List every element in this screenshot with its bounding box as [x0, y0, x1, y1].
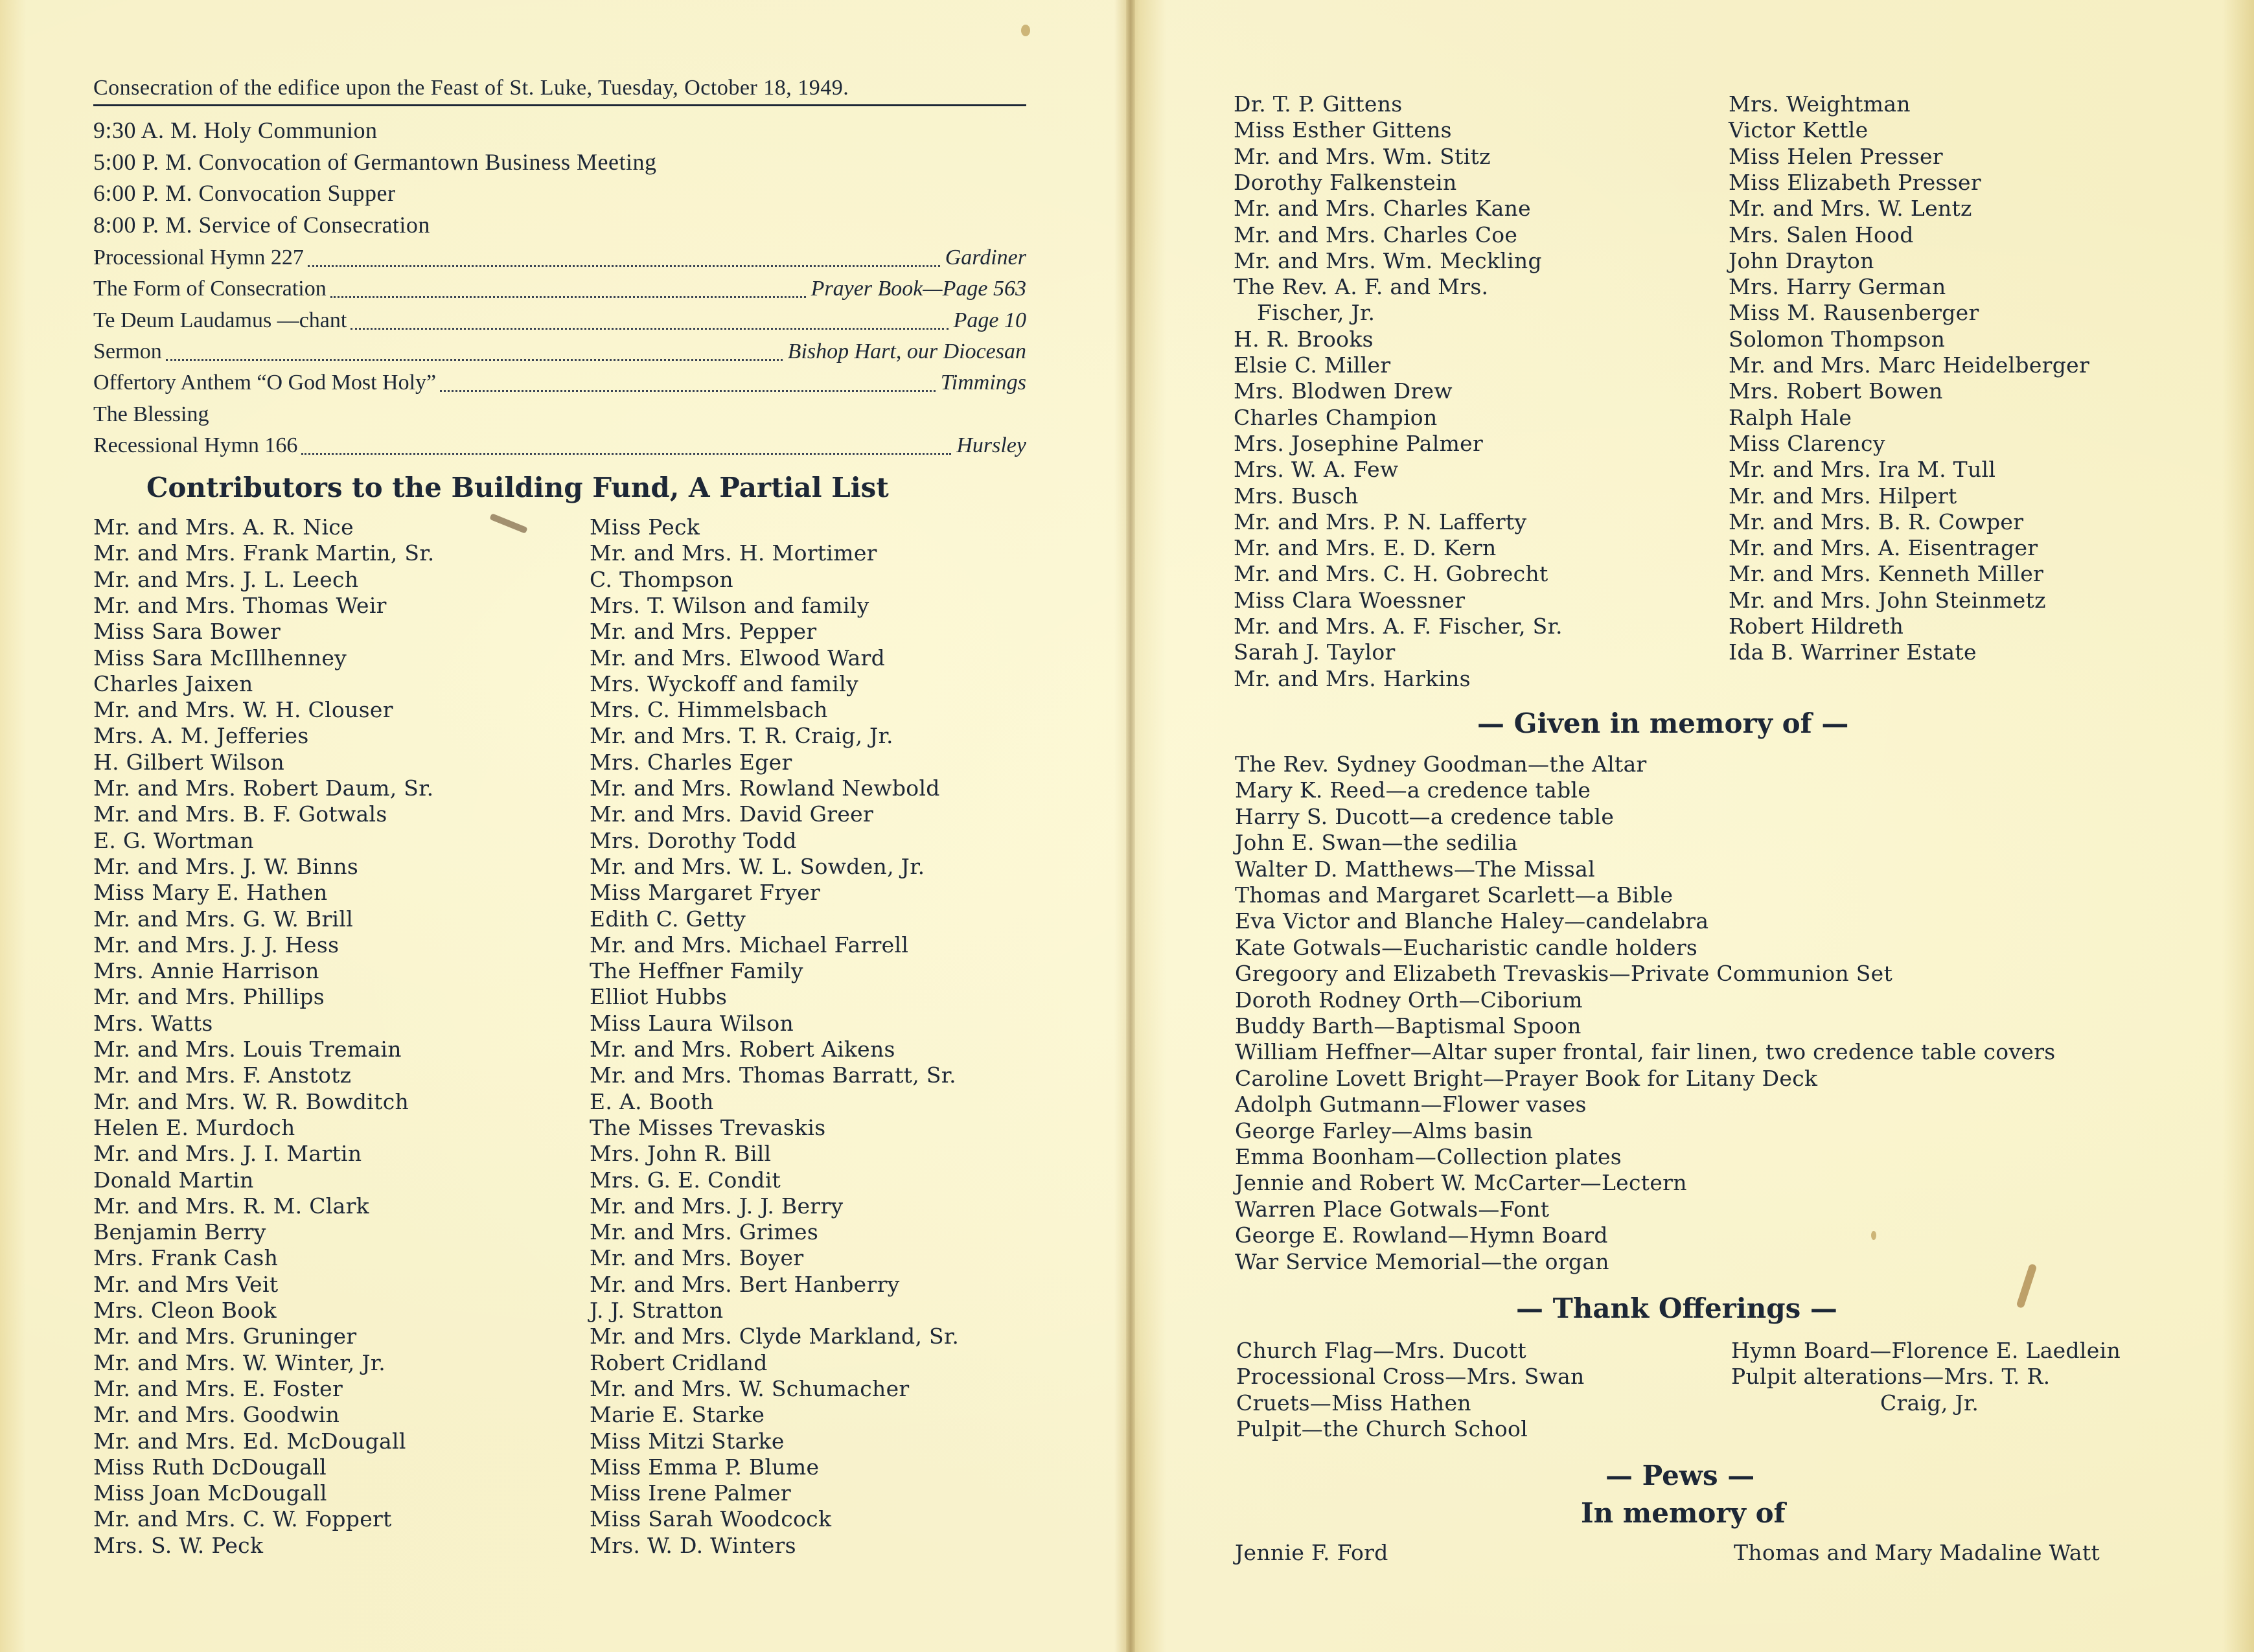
contributor-name: Mr. and Mrs. H. Mortimer [590, 540, 877, 566]
service-item-label: The Form of Consecration [93, 277, 327, 301]
thank-offerings-title: — Thank Offerings — [1516, 1292, 1837, 1324]
contributor-name: Mr. and Mrs. R. M. Clark [93, 1193, 369, 1219]
contributor-name: Sarah J. Taylor [1234, 639, 1396, 665]
contributors-title: Contributors to the Building Fund, A Partial List [146, 472, 889, 503]
memorial-item: The Rev. Sydney Goodman—the Altar [1235, 751, 1647, 777]
contributor-name: Miss Irene Palmer [590, 1480, 791, 1506]
contributor-name: Mr. and Mrs. Robert Daum, Sr. [93, 775, 434, 801]
service-item-label: Offertory Anthem “O God Most Holy” [93, 371, 437, 395]
thank-offering-item: Processional Cross—Mrs. Swan [1236, 1364, 1585, 1390]
contributor-name: Mr. and Mrs. W. R. Bowditch [93, 1088, 409, 1114]
contributor-name: Mr. and Mrs. F. Anstotz [93, 1062, 352, 1088]
memorial-item: Adolph Gutmann—Flower vases [1235, 1092, 1587, 1118]
contributor-name: J. J. Stratton [590, 1298, 724, 1323]
thank-offering-item: Hymn Board—Florence E. Laedlein [1731, 1338, 2121, 1363]
service-item-label: Recessional Hymn 166 [93, 433, 298, 457]
contributor-name: Mr. and Mrs. Louis Tremain [93, 1037, 402, 1062]
contributor-name: Solomon Thompson [1729, 326, 1946, 352]
memorial-item: Doroth Rodney Orth—Ciborium [1235, 987, 1583, 1013]
memorial-item: Gregoory and Elizabeth Trevaskis—Private Communion Set [1235, 961, 1893, 987]
memorial-item: Buddy Barth—Baptismal Spoon [1235, 1013, 1581, 1038]
contributor-name: Mrs. Josephine Palmer [1234, 430, 1484, 456]
contributor-name: Mr. and Mrs. W. Schumacher [590, 1375, 910, 1401]
contributor-name: Mrs. C. Himmelsbach [590, 697, 828, 723]
contributor-name: Mr. and Mrs. Harkins [1234, 665, 1471, 691]
contributor-name: Mr. and Mrs. Thomas Barratt, Sr. [590, 1062, 956, 1088]
paper-stain [2016, 1263, 2037, 1309]
contributor-name: Mr. and Mrs. Pepper [590, 619, 817, 645]
contributor-name: Edith C. Getty [590, 906, 746, 932]
contributor-name: Mr. and Mrs. G. W. Brill [93, 906, 354, 932]
contributor-name: Mr. and Mrs. Charles Kane [1234, 196, 1532, 222]
contributor-name: Mr. and Mrs. Bert Hanberry [590, 1271, 900, 1297]
service-item [93, 276, 1026, 302]
service-item [93, 402, 1026, 428]
contributor-name: Mr. and Mrs. E. D. Kern [1234, 535, 1497, 561]
contributor-name: Mr. and Mrs. Gruninger [93, 1324, 357, 1349]
contributor-name: Mrs. John R. Bill [590, 1141, 772, 1167]
contributor-name: Mr. and Mrs. J. J. Hess [93, 932, 339, 958]
contributor-name: The Rev. A. F. and Mrs. [1234, 274, 1489, 300]
contributor-name: Mr. and Mrs. J. L. Leech [93, 566, 359, 592]
contributor-name: Mrs. S. W. Peck [93, 1532, 264, 1558]
contributor-name: Mrs. Dorothy Todd [590, 827, 797, 853]
contributor-name: Miss Emma P. Blume [590, 1454, 820, 1480]
contributor-name: Miss Joan McDougall [93, 1480, 327, 1506]
contributor-name: Mr. and Mrs. Marc Heidelberger [1729, 352, 2090, 378]
memorial-item: Walter D. Matthews—The Missal [1235, 856, 1595, 882]
contributor-name: Mrs. Weightman [1729, 91, 1911, 117]
contributor-name: E. A. Booth [590, 1088, 714, 1114]
contributor-name: Victor Kettle [1729, 117, 1869, 143]
contributor-name: Mrs. T. Wilson and family [590, 592, 869, 618]
contributor-name: Mr. and Mrs. Boyer [590, 1245, 804, 1271]
contributor-name: Ida B. Warriner Estate [1729, 639, 1977, 665]
contributor-name: Mr. and Mrs. Grimes [590, 1219, 819, 1245]
contributor-name: Mr. and Mrs. E. Foster [93, 1375, 343, 1401]
contributor-name: Miss Ruth DcDougall [93, 1454, 327, 1480]
contributor-name: Mrs. Robert Bowen [1729, 378, 1943, 404]
contributor-name: Mr. and Mrs. Hilpert [1729, 483, 1957, 509]
service-item-detail: Bishop Hart, our Diocesan [787, 339, 1026, 363]
contributor-name: Mr. and Mrs. B. F. Gotwals [93, 801, 387, 827]
contributor-name: Mrs. Annie Harrison [93, 958, 319, 984]
contributor-name: Mrs. W. A. Few [1234, 457, 1399, 483]
service-item [93, 339, 1026, 365]
contributor-name: Mr. and Mrs. Thomas Weir [93, 592, 387, 618]
service-item-detail: Prayer Book—Page 563 [811, 277, 1026, 301]
contributor-name: Miss Mitzi Starke [590, 1428, 785, 1454]
contributor-name: Mr. and Mrs. A. R. Nice [93, 514, 354, 540]
memorial-item: George E. Rowland—Hymn Board [1235, 1222, 1608, 1248]
contributor-name: Mr. and Mrs. W. Lentz [1729, 196, 1972, 222]
contributor-name: Mrs. Charles Eger [590, 749, 792, 775]
service-item-detail: Timmings [940, 371, 1026, 395]
contributor-name: Robert Cridland [590, 1349, 768, 1375]
contributor-name: Mrs. W. D. Winters [590, 1532, 796, 1558]
contributor-name: Miss Clara Woessner [1234, 587, 1466, 613]
service-item-label: Sermon [93, 339, 162, 363]
memory-title: — Given in memory of — [1477, 707, 1849, 739]
schedule-item: 8:00 P. M. Service of Consecration [93, 211, 430, 238]
memorial-item: John E. Swan—the sedilia [1235, 830, 1518, 856]
contributor-name: Mr. and Mrs. Rowland Newbold [590, 775, 940, 801]
contributor-name: Miss Esther Gittens [1234, 117, 1452, 143]
contributor-name: Mrs. Salen Hood [1729, 222, 1914, 247]
contributor-name: Mr. and Mrs. W. Winter, Jr. [93, 1349, 386, 1375]
contributor-name: Miss Mary E. Hathen [93, 880, 328, 906]
paper-stain [489, 513, 527, 534]
contributor-name: Mr. and Mrs. T. R. Craig, Jr. [590, 723, 893, 749]
thank-offering-item: Pulpit alterations—Mrs. T. R. [1731, 1364, 2051, 1390]
memorial-item: Emma Boonham—Collection plates [1235, 1144, 1622, 1169]
memorial-item: George Farley—Alms basin [1235, 1118, 1534, 1143]
contributor-name: Benjamin Berry [93, 1219, 266, 1245]
contributor-name: Mr. and Mrs. A. F. Fischer, Sr. [1234, 614, 1563, 639]
contributor-name: Mr. and Mrs. J. J. Berry [590, 1193, 844, 1219]
contributor-name: H. Gilbert Wilson [93, 749, 285, 775]
memorial-item: Warren Place Gotwals—Font [1235, 1196, 1550, 1222]
contributor-name: E. G. Wortman [93, 827, 254, 853]
contributor-name: Mr. and Mrs. W. H. Clouser [93, 697, 393, 723]
contributor-name: Elliot Hubbs [590, 984, 728, 1010]
contributor-name: Mr. and Mrs. Frank Martin, Sr. [93, 540, 435, 566]
memorial-item: Jennie and Robert W. McCarter—Lectern [1235, 1170, 1687, 1196]
dot-leader [308, 265, 940, 267]
contributor-name: Mr. and Mrs. C. W. Foppert [93, 1506, 392, 1532]
contributor-name: Mr. and Mrs. Elwood Ward [590, 645, 886, 671]
contributor-name: Mr. and Mrs. Wm. Meckling [1234, 247, 1542, 273]
contributor-name: Miss Elizabeth Presser [1729, 169, 1981, 195]
memorial-item: Mary K. Reed—a credence table [1235, 777, 1591, 803]
pew-memorial: Jennie F. Ford [1235, 1540, 1388, 1565]
contributor-name: Mr. and Mrs. John Steinmetz [1729, 587, 2046, 613]
dot-leader [166, 359, 783, 361]
dot-leader [301, 453, 951, 455]
contributor-name: Mr. and Mrs. J. I. Martin [93, 1141, 362, 1167]
contributor-name: Mrs. Watts [93, 1010, 213, 1036]
contributor-name: Mrs. A. M. Jefferies [93, 723, 309, 749]
center-fold [1126, 0, 1135, 1652]
thank-offering-item: Church Flag—Mrs. Ducott [1236, 1338, 1526, 1363]
pews-title: — Pews — [1605, 1460, 1755, 1491]
contributor-name: Miss M. Rausenberger [1729, 300, 1979, 326]
contributor-name: Mr. and Mrs. Robert Aikens [590, 1037, 895, 1062]
memorial-item: Kate Gotwals—Eucharistic candle holders [1235, 934, 1698, 960]
contributor-name: Mr. and Mrs. Goodwin [93, 1402, 340, 1428]
dot-leader [351, 328, 948, 330]
memorial-item: William Heffner—Altar super frontal, fair linen, two credence table covers [1235, 1039, 2056, 1065]
service-item [93, 245, 1026, 271]
contributor-name: Miss Helen Presser [1729, 143, 1943, 169]
contributor-name: Miss Sarah Woodcock [590, 1506, 832, 1532]
schedule-item: 6:00 P. M. Convocation Supper [93, 180, 396, 206]
schedule-item: 9:30 A. M. Holy Communion [93, 117, 378, 143]
contributor-name: Mr. and Mrs. A. Eisentrager [1729, 535, 2038, 561]
contributor-name: Mrs. G. E. Condit [590, 1167, 781, 1193]
service-item-label: The Blessing [93, 402, 209, 426]
contributor-name: Mr. and Mrs. Clyde Markland, Sr. [590, 1324, 960, 1349]
contributor-name: Fischer, Jr. [1257, 300, 1375, 326]
contributor-name: Charles Champion [1234, 404, 1438, 430]
thank-offering-item: Cruets—Miss Hathen [1236, 1390, 1471, 1416]
contributor-name: Miss Sara McIllhenney [93, 645, 347, 671]
contributor-name: Mr. and Mrs. Ed. McDougall [93, 1428, 406, 1454]
contributor-name: Mrs. Blodwen Drew [1234, 378, 1453, 404]
contributor-name: Mrs. Harry German [1729, 274, 1946, 300]
service-item [93, 370, 1026, 396]
pew-memorial: Thomas and Mary Madaline Watt [1734, 1540, 2100, 1565]
contributor-name: Charles Jaixen [93, 671, 253, 696]
paper-stain [1021, 25, 1030, 36]
memorial-item: Caroline Lovett Bright—Prayer Book for Litany Deck [1235, 1065, 1818, 1091]
contributor-name: Miss Clarency [1729, 430, 1885, 456]
contributor-name: Mr. and Mrs. B. R. Cowper [1729, 509, 2024, 534]
contributor-name: Dr. T. P. Gittens [1234, 91, 1403, 117]
contributor-name: C. Thompson [590, 566, 733, 592]
pews-subtitle: In memory of [1581, 1497, 1786, 1529]
contributor-name: Mr. and Mrs. David Greer [590, 801, 874, 827]
contributor-name: The Misses Trevaskis [590, 1114, 826, 1140]
contributor-name: John Drayton [1729, 247, 1874, 273]
contributor-name: Mr. and Mrs. Michael Farrell [590, 932, 909, 958]
contributor-name: Mrs. Wyckoff and family [590, 671, 858, 696]
dot-leader [440, 390, 936, 392]
dot-leader [330, 296, 806, 298]
contributor-name: Mr. and Mrs. Ira M. Tull [1729, 457, 1996, 483]
service-item-detail: Gardiner [945, 246, 1026, 270]
contributor-name: Miss Laura Wilson [590, 1010, 794, 1036]
service-item [93, 433, 1026, 459]
contributor-name: Mrs. Cleon Book [93, 1298, 277, 1323]
contributor-name: Mr. and Mrs. Wm. Stitz [1234, 143, 1491, 169]
memorial-item: Harry S. Ducott—a credence table [1235, 803, 1615, 829]
thank-offering-item: Craig, Jr. [1880, 1390, 1979, 1416]
contributor-name: Helen E. Murdoch [93, 1114, 295, 1140]
contributor-name: Miss Margaret Fryer [590, 880, 821, 906]
contributor-name: Mr. and Mrs. P. N. Lafferty [1234, 509, 1527, 534]
thank-offering-item: Pulpit—the Church School [1236, 1416, 1528, 1441]
contributor-name: Dorothy Falkenstein [1234, 169, 1457, 195]
contributor-name: Mr. and Mrs Veit [93, 1271, 279, 1297]
contributor-name: Mr. and Mrs. Phillips [93, 984, 325, 1010]
contributor-name: Robert Hildreth [1729, 614, 1904, 639]
contributor-name: Mr. and Mrs. Charles Coe [1234, 222, 1518, 247]
contributor-name: Ralph Hale [1729, 404, 1852, 430]
contributor-name: Mr. and Mrs. C. H. Gobrecht [1234, 561, 1548, 587]
service-item-label: Processional Hymn 227 [93, 246, 304, 270]
memorial-item: Thomas and Margaret Scarlett—a Bible [1235, 882, 1673, 908]
contributor-name: Elsie C. Miller [1234, 352, 1391, 378]
service-item [93, 308, 1026, 334]
service-item-label: Te Deum Laudamus —chant [93, 308, 347, 332]
consecration-header: Consecration of the edifice upon the Feast of St. Luke, Tuesday, October 18, 1949. [93, 76, 849, 100]
schedule-item: 5:00 P. M. Convocation of Germantown Business Meeting [93, 148, 657, 175]
service-item-detail: Page 10 [953, 308, 1026, 332]
contributor-name: Mrs. Frank Cash [93, 1245, 279, 1271]
contributor-name: H. R. Brooks [1234, 326, 1374, 352]
contributor-name: Mr. and Mrs. Kenneth Miller [1729, 561, 2044, 587]
contributor-name: Miss Sara Bower [93, 619, 281, 645]
service-item-detail: Hursley [956, 433, 1026, 457]
contributor-name: Mrs. Busch [1234, 483, 1359, 509]
contributor-name: Mr. and Mrs. J. W. Binns [93, 853, 359, 879]
header-rule [93, 104, 1026, 106]
memorial-item: Eva Victor and Blanche Haley—candelabra [1235, 908, 1709, 934]
memorial-item: War Service Memorial—the organ [1235, 1248, 1609, 1274]
contributor-name: Mr. and Mrs. W. L. Sowden, Jr. [590, 853, 925, 879]
contributor-name: Donald Martin [93, 1167, 254, 1193]
contributor-name: Marie E. Starke [590, 1402, 765, 1428]
contributor-name: Miss Peck [590, 514, 700, 540]
contributor-name: The Heffner Family [590, 958, 803, 984]
paper-stain [1871, 1231, 1876, 1240]
